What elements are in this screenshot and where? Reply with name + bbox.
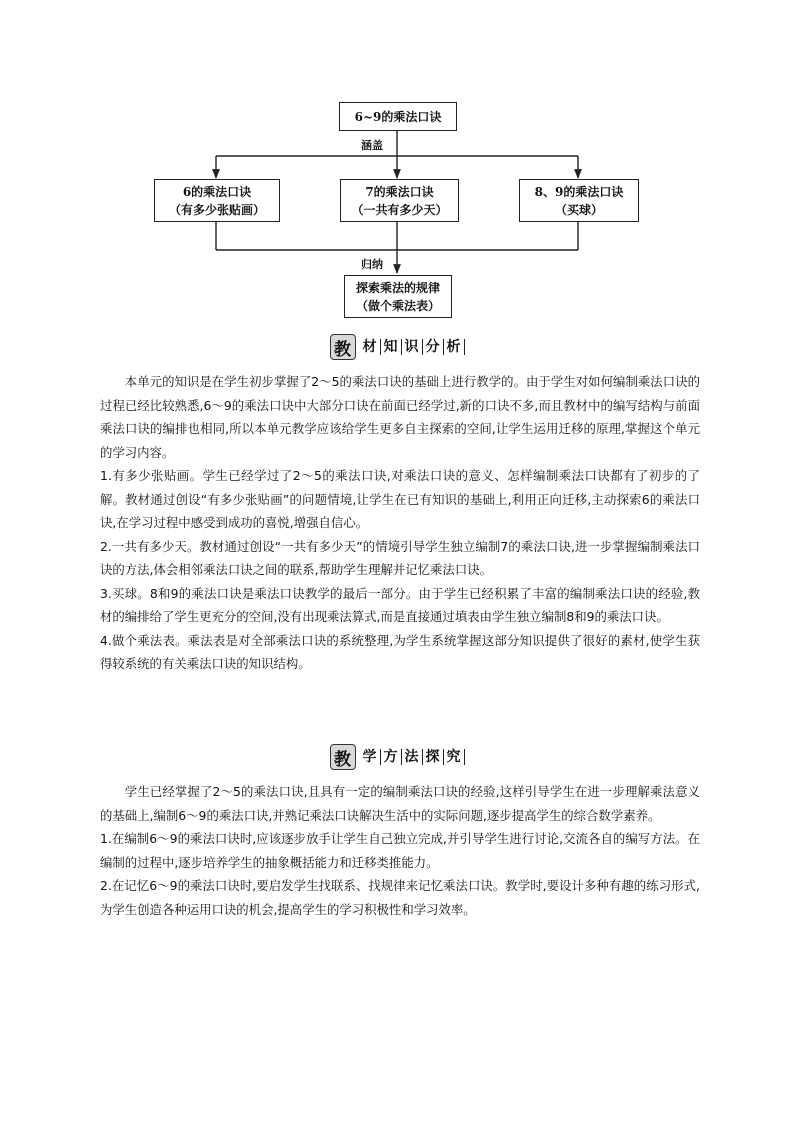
paragraph: 3.买球。8和9的乘法口诀是乘法口诀教学的最后一部分。由于学生已经积累了丰富的编制乘法口诀的经验,教材的编排给了学生更充分的空间,没有出现乘法算式,而是直接通过填表由学生独立编制8和9的乘法口诀。 bbox=[100, 585, 700, 624]
diagram-bottom-node bbox=[344, 275, 452, 318]
section-title-char: 知 bbox=[381, 339, 402, 355]
paragraph: 4.做个乘法表。乘法表是对全部乘法口诀的系统整理,为学生系统掌握这部分知识提供了很好的素材,使学生获得较系统的有关乘法口诀的知识结构。 bbox=[100, 632, 700, 671]
diagram-child-title: 7的乘法口诀 bbox=[365, 184, 434, 199]
section-badge: 教 bbox=[330, 744, 356, 770]
section-body-materials bbox=[100, 370, 700, 676]
paragraph: 学生已经掌握了2～5的乘法口诀,且具有一定的编制乘法口诀的经验,这样引导学生在进一步理解乘法意义的基础上,编制6～9的乘法口诀,并熟记乘法口诀解决生活中的实际问题,逐步提高学生的综合数学素养。 bbox=[100, 784, 700, 823]
diagram-child-node-7 bbox=[340, 179, 459, 222]
diagram-bottom-subtitle: （做个乘法表） bbox=[355, 298, 440, 313]
paragraph: 2.在记忆6～9的乘法口诀时,要启发学生找联系、找规律来记忆乘法口诀。教学时,要设计多种有趣的练习形式,为学生创造各种运用口诀的机会,提高学生的学习积极性和学习效率。 bbox=[100, 878, 700, 917]
section-title-char: 法 bbox=[402, 749, 423, 765]
section-title bbox=[360, 339, 465, 355]
section-badge: 教 bbox=[330, 334, 356, 360]
section-title-char: 探 bbox=[423, 749, 444, 765]
section-title-char: 析 bbox=[444, 339, 465, 355]
diagram-top-label: 6~9的乘法口诀 bbox=[354, 109, 442, 124]
diagram-child-subtitle: （有多少张贴画） bbox=[168, 202, 265, 217]
section-heading-materials bbox=[0, 334, 794, 360]
diagram-child-node-6 bbox=[154, 179, 280, 222]
diagram-child-title: 6的乘法口诀 bbox=[182, 184, 252, 199]
section-title-char: 材 bbox=[360, 339, 381, 355]
paragraph: 1.在编制6～9的乘法口诀时,应该逐步放手让学生自己独立完成,并引导学生进行讨论,交流各自的编写方法。在编制的过程中,逐步培养学生的抽象概括能力和迁移类推能力。 bbox=[100, 831, 700, 870]
paragraph: 2.一共有多少天。教材通过创设“一共有多少天”的情境引导学生独立编制7的乘法口诀,进一步掌握编制乘法口诀的方法,体会相邻乘法口诀之间的联系,帮助学生理解并记忆乘法口诀。 bbox=[100, 538, 700, 577]
section-title-char: 识 bbox=[402, 339, 423, 355]
section-title-char: 学 bbox=[360, 749, 381, 765]
section-body-methods bbox=[100, 780, 700, 921]
section-title-char: 究 bbox=[444, 749, 465, 765]
diagram-child-title: 8、9的乘法口诀 bbox=[534, 184, 624, 199]
section-title-char: 方 bbox=[381, 749, 402, 765]
diagram-child-node-8-9 bbox=[519, 179, 639, 222]
paragraph: 本单元的知识是在学生初步掌握了2～5的乘法口诀的基础上进行教学的。由于学生对如何编制乘法口诀的过程已经比较熟悉,6～9的乘法口诀中大部分口诀在前面已经学过,新的口诀不多,而且教材中的编写结构与前面乘法口诀的编排也相同,所以本单元教学应该给学生更多自主探索的空间,让学生运用迁移的原理,掌握这个单元的学习内容。 bbox=[100, 374, 700, 460]
paragraph: 1.有多少张贴画。学生已经学过了2～5的乘法口诀,对乘法口诀的意义、怎样编制乘法口诀都有了初步的了解。教材通过创设“有多少张贴画”的问题情境,让学生在已有知识的基础上,利用正向迁移,主动探索6的乘法口诀,在学习过程中感受到成功的喜悦,增强自信心。 bbox=[100, 468, 700, 530]
diagram-child-subtitle: （一共有多少天） bbox=[351, 202, 448, 217]
diagram-sum-label: 归纳 bbox=[361, 258, 383, 271]
section-heading-methods bbox=[0, 744, 794, 770]
section-title bbox=[360, 749, 465, 765]
diagram-bottom-title: 探索乘法的规律 bbox=[355, 280, 440, 295]
section-title-char: 分 bbox=[423, 339, 444, 355]
diagram-child-subtitle: （买球） bbox=[554, 202, 603, 217]
diagram-top-node bbox=[339, 102, 457, 131]
diagram-cover-label: 涵盖 bbox=[361, 139, 383, 152]
